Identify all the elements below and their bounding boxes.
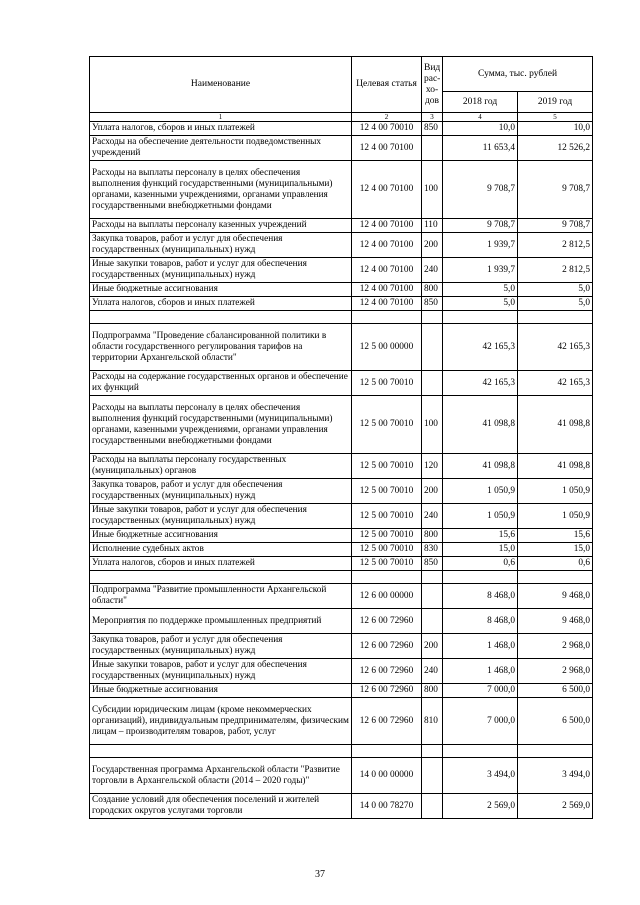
row-name-cell: Подпрограмма "Развитие промышленности Архангельской области" xyxy=(90,584,352,609)
row-target-code-cell: 12 6 00 72960 xyxy=(352,609,422,634)
header-sum: Сумма, тыс. рублей xyxy=(443,57,593,92)
row-sum-2018-cell: 8 468,0 xyxy=(443,584,518,609)
table-row xyxy=(90,543,593,557)
row-expense-kind-cell: 100 xyxy=(422,161,443,219)
table-row xyxy=(90,136,593,161)
row-sum-2018-cell: 1 468,0 xyxy=(443,634,518,659)
row-sum-2019-cell: 5,0 xyxy=(518,283,593,297)
row-name-cell: Уплата налогов, сборов и иных платежей xyxy=(90,122,352,136)
row-target-code-cell: 12 4 00 70100 xyxy=(352,258,422,283)
header-name: Наименование xyxy=(90,57,352,113)
table-row xyxy=(90,219,593,233)
table-row xyxy=(90,297,593,311)
row-name-cell: Закупка товаров, работ и услуг для обеспечения государственных (муниципальных) нужд xyxy=(90,634,352,659)
row-sum-2018-cell: 41 098,8 xyxy=(443,396,518,454)
row-expense-kind-cell: 800 xyxy=(422,283,443,297)
table-header-row xyxy=(90,57,593,92)
table-body xyxy=(90,122,593,819)
row-target-code-cell: 12 5 00 70010 xyxy=(352,529,422,543)
row-expense-kind-cell xyxy=(422,794,443,819)
row-sum-2018-cell: 3 494,0 xyxy=(443,758,518,794)
row-target-code-cell: 14 0 00 78270 xyxy=(352,794,422,819)
column-number: 5 xyxy=(518,113,593,122)
row-sum-2018-cell: 10,0 xyxy=(443,122,518,136)
row-sum-2018-cell: 0,6 xyxy=(443,557,518,571)
row-target-code-cell: 12 5 00 70010 xyxy=(352,479,422,504)
empty-cell xyxy=(443,571,518,584)
table-row xyxy=(90,609,593,634)
row-expense-kind-cell: 240 xyxy=(422,659,443,684)
row-sum-2019-cell: 15,6 xyxy=(518,529,593,543)
page-number: 37 xyxy=(315,869,325,880)
empty-cell xyxy=(422,571,443,584)
table-row xyxy=(90,659,593,684)
row-expense-kind-cell: 800 xyxy=(422,529,443,543)
row-sum-2019-cell: 12 526,2 xyxy=(518,136,593,161)
table-row xyxy=(90,396,593,454)
row-name-cell: Иные бюджетные ассигнования xyxy=(90,529,352,543)
row-expense-kind-cell: 850 xyxy=(422,297,443,311)
row-expense-kind-cell: 200 xyxy=(422,233,443,258)
row-expense-kind-cell: 110 xyxy=(422,219,443,233)
row-sum-2019-cell: 1 050,9 xyxy=(518,504,593,529)
row-name-cell: Уплата налогов, сборов и иных платежей xyxy=(90,557,352,571)
empty-cell xyxy=(518,311,593,324)
row-expense-kind-cell: 810 xyxy=(422,698,443,745)
row-expense-kind-cell xyxy=(422,324,443,371)
row-sum-2018-cell: 7 000,0 xyxy=(443,684,518,698)
row-target-code-cell: 12 4 00 70100 xyxy=(352,136,422,161)
row-name-cell: Закупка товаров, работ и услуг для обеспечения государственных (муниципальных) нужд xyxy=(90,479,352,504)
row-name-cell: Иные закупки товаров, работ и услуг для обеспечения государственных (муниципальных) нужд xyxy=(90,258,352,283)
row-sum-2019-cell: 41 098,8 xyxy=(518,454,593,479)
row-target-code-cell: 12 4 00 70100 xyxy=(352,283,422,297)
header-kind: Вид рас-хо-дов xyxy=(422,57,443,113)
empty-cell xyxy=(422,311,443,324)
empty-cell xyxy=(90,311,352,324)
empty-cell xyxy=(422,745,443,758)
row-sum-2018-cell: 7 000,0 xyxy=(443,698,518,745)
row-name-cell: Закупка товаров, работ и услуг для обеспечения государственных (муниципальных) нужд xyxy=(90,233,352,258)
table-row xyxy=(90,794,593,819)
row-sum-2018-cell: 1 050,9 xyxy=(443,479,518,504)
empty-cell xyxy=(352,745,422,758)
row-sum-2019-cell: 0,6 xyxy=(518,557,593,571)
table-row xyxy=(90,324,593,371)
row-target-code-cell: 12 5 00 70010 xyxy=(352,557,422,571)
row-name-cell: Подпрограмма "Проведение сбалансированной политики в области государственного регулирования тарифов на территории Архангельской области" xyxy=(90,324,352,371)
row-sum-2019-cell: 9 468,0 xyxy=(518,609,593,634)
row-name-cell: Государственная программа Архангельской области "Развитие торговли в Архангельской области (2014 – 2020 годы)" xyxy=(90,758,352,794)
row-sum-2018-cell: 41 098,8 xyxy=(443,454,518,479)
header-year-2018: 2018 год xyxy=(443,92,518,113)
table-row xyxy=(90,479,593,504)
row-expense-kind-cell: 850 xyxy=(422,122,443,136)
column-number: 2 xyxy=(352,113,422,122)
table-row xyxy=(90,258,593,283)
row-sum-2019-cell: 41 098,8 xyxy=(518,396,593,454)
table-row xyxy=(90,529,593,543)
row-sum-2018-cell: 2 569,0 xyxy=(443,794,518,819)
row-sum-2018-cell: 1 939,7 xyxy=(443,258,518,283)
row-sum-2019-cell: 1 050,9 xyxy=(518,479,593,504)
row-expense-kind-cell: 240 xyxy=(422,504,443,529)
table-row xyxy=(90,684,593,698)
row-sum-2019-cell: 5,0 xyxy=(518,297,593,311)
row-name-cell: Иные закупки товаров, работ и услуг для обеспечения государственных (муниципальных) нужд xyxy=(90,659,352,684)
row-sum-2018-cell: 9 708,7 xyxy=(443,161,518,219)
empty-cell xyxy=(443,745,518,758)
row-expense-kind-cell: 120 xyxy=(422,454,443,479)
row-sum-2019-cell: 10,0 xyxy=(518,122,593,136)
row-sum-2018-cell: 11 653,4 xyxy=(443,136,518,161)
row-sum-2019-cell: 15,0 xyxy=(518,543,593,557)
row-name-cell: Субсидии юридическим лицам (кроме некоммерческих организаций), индивидуальным предпринимателям, физическим лицам – производителям товаров, работ, услуг xyxy=(90,698,352,745)
row-target-code-cell: 12 6 00 72960 xyxy=(352,659,422,684)
row-target-code-cell: 12 4 00 70100 xyxy=(352,161,422,219)
row-name-cell: Расходы на выплаты персоналу казенных учреждений xyxy=(90,219,352,233)
row-sum-2019-cell: 2 812,5 xyxy=(518,258,593,283)
row-sum-2018-cell: 42 165,3 xyxy=(443,371,518,396)
row-target-code-cell: 12 6 00 00000 xyxy=(352,584,422,609)
row-name-cell: Иные закупки товаров, работ и услуг для обеспечения государственных (муниципальных) нужд xyxy=(90,504,352,529)
row-expense-kind-cell: 800 xyxy=(422,684,443,698)
row-sum-2019-cell: 2 569,0 xyxy=(518,794,593,819)
row-name-cell: Расходы на выплаты персоналу в целях обеспечения выполнения функций государственными (муниципальными) органами, казенными учреждениями, органами управления государственными внебюджетными фондами xyxy=(90,396,352,454)
row-target-code-cell: 12 5 00 70010 xyxy=(352,396,422,454)
row-name-cell: Иные бюджетные ассигнования xyxy=(90,283,352,297)
table-row xyxy=(90,454,593,479)
budget-table xyxy=(89,56,593,819)
row-expense-kind-cell xyxy=(422,136,443,161)
row-name-cell: Исполнение судебных актов xyxy=(90,543,352,557)
empty-cell xyxy=(518,745,593,758)
row-sum-2019-cell: 9 468,0 xyxy=(518,584,593,609)
row-target-code-cell: 12 6 00 72960 xyxy=(352,684,422,698)
empty-cell xyxy=(443,311,518,324)
row-name-cell: Расходы на обеспечение деятельности подведомственных учреждений xyxy=(90,136,352,161)
empty-cell xyxy=(90,571,352,584)
row-sum-2018-cell: 15,0 xyxy=(443,543,518,557)
row-sum-2018-cell: 5,0 xyxy=(443,283,518,297)
empty-cell xyxy=(90,745,352,758)
empty-cell xyxy=(518,571,593,584)
row-sum-2019-cell: 42 165,3 xyxy=(518,324,593,371)
row-sum-2018-cell: 1 939,7 xyxy=(443,233,518,258)
header-target: Целевая статья xyxy=(352,57,422,113)
table-row xyxy=(90,557,593,571)
row-name-cell: Создание условий для обеспечения поселений и жителей городских округов услугами торговли xyxy=(90,794,352,819)
row-target-code-cell: 12 5 00 70010 xyxy=(352,504,422,529)
row-name-cell: Уплата налогов, сборов и иных платежей xyxy=(90,297,352,311)
row-sum-2018-cell: 15,6 xyxy=(443,529,518,543)
row-sum-2018-cell: 42 165,3 xyxy=(443,324,518,371)
row-expense-kind-cell xyxy=(422,584,443,609)
row-expense-kind-cell: 200 xyxy=(422,479,443,504)
row-sum-2019-cell: 2 812,5 xyxy=(518,233,593,258)
row-expense-kind-cell xyxy=(422,371,443,396)
table-row xyxy=(90,371,593,396)
row-sum-2019-cell: 6 500,0 xyxy=(518,698,593,745)
table-row xyxy=(90,634,593,659)
spacer-row xyxy=(90,311,593,324)
column-number: 1 xyxy=(90,113,352,122)
row-target-code-cell: 12 5 00 70010 xyxy=(352,454,422,479)
row-sum-2019-cell: 2 968,0 xyxy=(518,659,593,684)
column-number: 4 xyxy=(443,113,518,122)
row-target-code-cell: 12 6 00 72960 xyxy=(352,634,422,659)
row-sum-2019-cell: 6 500,0 xyxy=(518,684,593,698)
row-sum-2018-cell: 1 050,9 xyxy=(443,504,518,529)
table-row xyxy=(90,698,593,745)
table-row xyxy=(90,122,593,136)
row-expense-kind-cell: 100 xyxy=(422,396,443,454)
spacer-row xyxy=(90,745,593,758)
row-expense-kind-cell: 850 xyxy=(422,557,443,571)
row-sum-2018-cell: 8 468,0 xyxy=(443,609,518,634)
row-expense-kind-cell: 830 xyxy=(422,543,443,557)
empty-cell xyxy=(352,571,422,584)
row-target-code-cell: 14 0 00 00000 xyxy=(352,758,422,794)
row-name-cell: Мероприятия по поддержке промышленных предприятий xyxy=(90,609,352,634)
row-expense-kind-cell: 240 xyxy=(422,258,443,283)
table-row xyxy=(90,758,593,794)
table-row xyxy=(90,283,593,297)
row-sum-2019-cell: 2 968,0 xyxy=(518,634,593,659)
table-row xyxy=(90,233,593,258)
row-name-cell: Расходы на выплаты персоналу государственных (муниципальных) органов xyxy=(90,454,352,479)
row-expense-kind-cell: 200 xyxy=(422,634,443,659)
row-name-cell: Иные бюджетные ассигнования xyxy=(90,684,352,698)
header-year-2019: 2019 год xyxy=(518,92,593,113)
row-target-code-cell: 12 4 00 70100 xyxy=(352,219,422,233)
row-sum-2018-cell: 1 468,0 xyxy=(443,659,518,684)
row-target-code-cell: 12 4 00 70100 xyxy=(352,233,422,258)
column-number: 3 xyxy=(422,113,443,122)
empty-cell xyxy=(352,311,422,324)
row-sum-2019-cell: 9 708,7 xyxy=(518,219,593,233)
row-sum-2018-cell: 9 708,7 xyxy=(443,219,518,233)
row-expense-kind-cell xyxy=(422,609,443,634)
table-column-numbers-row xyxy=(90,113,593,122)
row-target-code-cell: 12 5 00 70010 xyxy=(352,543,422,557)
row-sum-2018-cell: 5,0 xyxy=(443,297,518,311)
spacer-row xyxy=(90,571,593,584)
row-target-code-cell: 12 5 00 70010 xyxy=(352,371,422,396)
row-expense-kind-cell xyxy=(422,758,443,794)
row-sum-2019-cell: 9 708,7 xyxy=(518,161,593,219)
row-target-code-cell: 12 6 00 72960 xyxy=(352,698,422,745)
row-name-cell: Расходы на содержание государственных органов и обеспечение их функций xyxy=(90,371,352,396)
row-name-cell: Расходы на выплаты персоналу в целях обеспечения выполнения функций государственными (муниципальными) органами, казенными учреждениями, органами управления государственными внебюджетными фондами xyxy=(90,161,352,219)
table-row xyxy=(90,161,593,219)
table-row xyxy=(90,504,593,529)
row-target-code-cell: 12 4 00 70010 xyxy=(352,122,422,136)
row-sum-2019-cell: 42 165,3 xyxy=(518,371,593,396)
table-row xyxy=(90,584,593,609)
row-target-code-cell: 12 4 00 70100 xyxy=(352,297,422,311)
row-sum-2019-cell: 3 494,0 xyxy=(518,758,593,794)
row-target-code-cell: 12 5 00 00000 xyxy=(352,324,422,371)
